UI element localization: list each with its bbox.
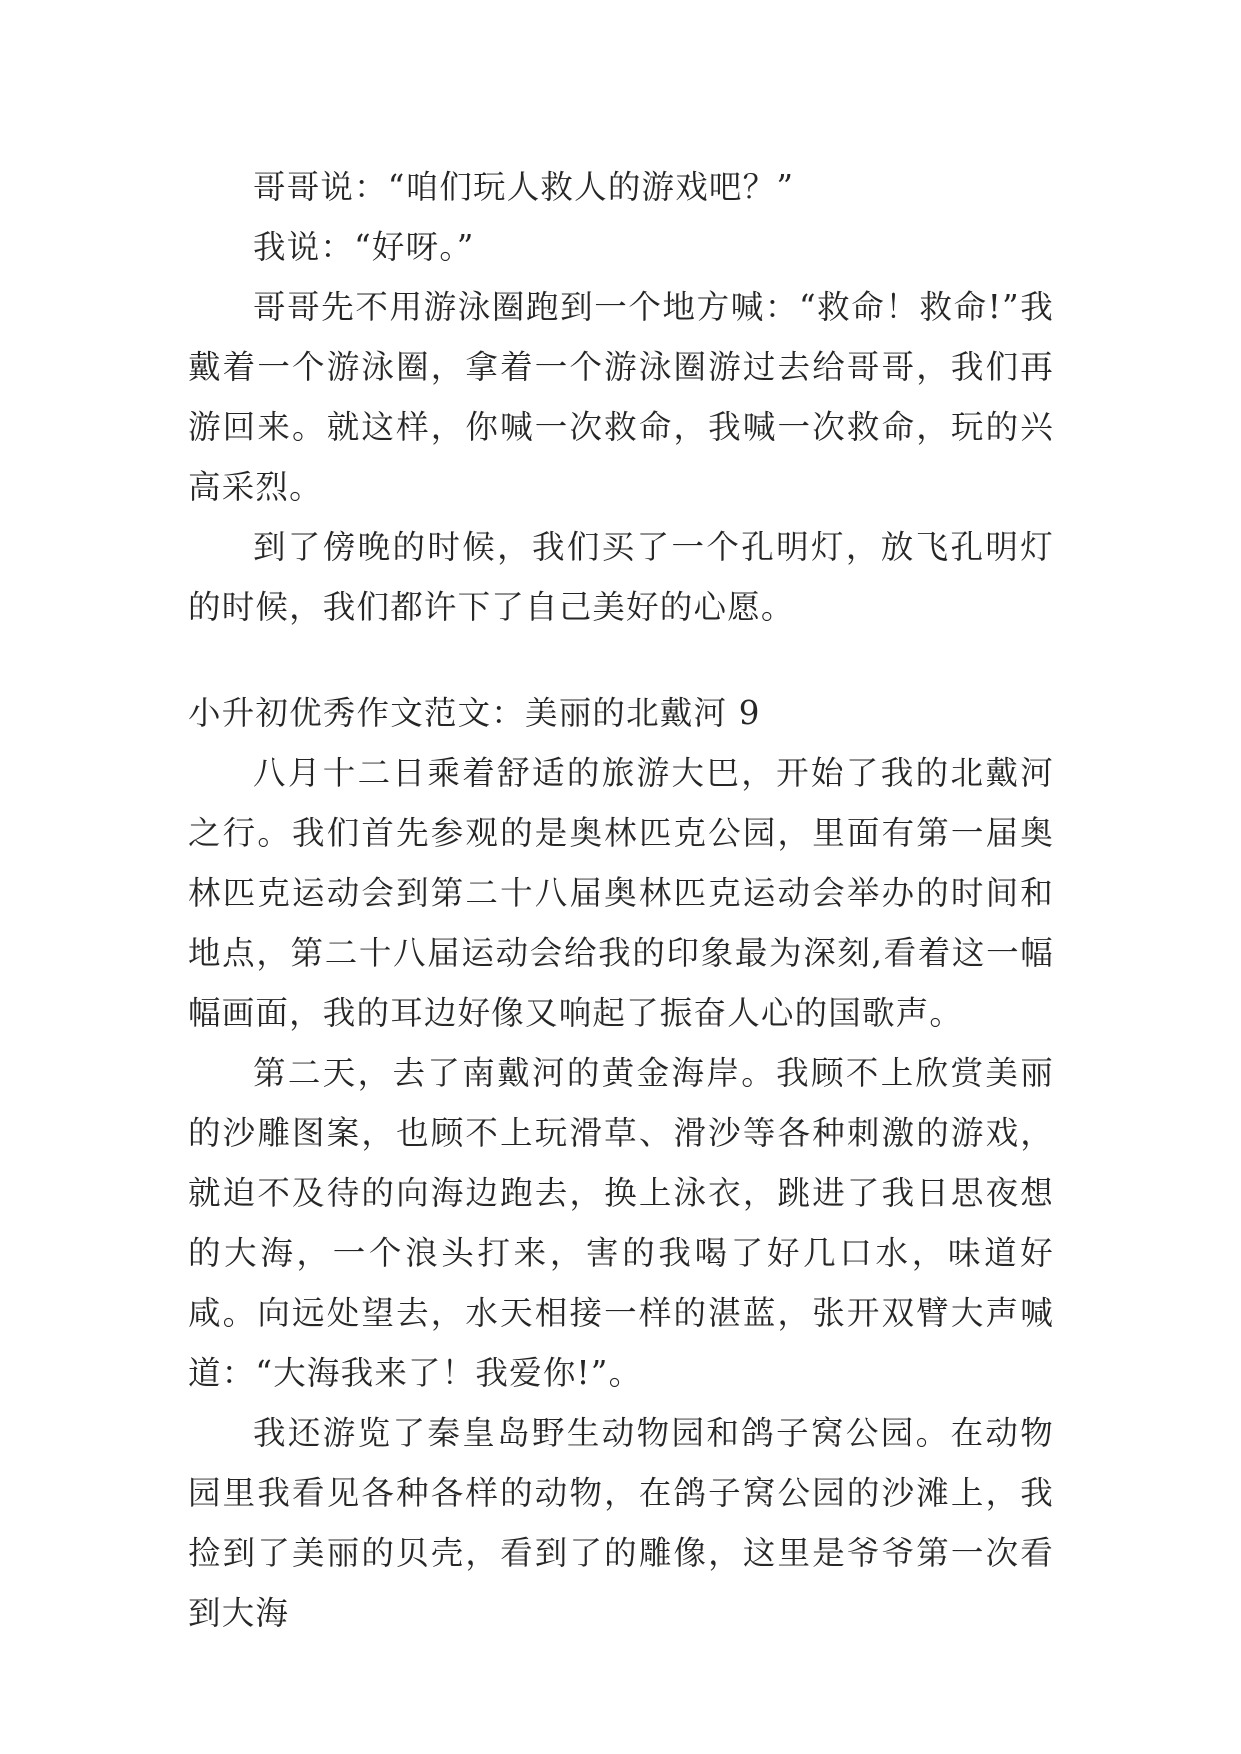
paragraph: 八月十二日乘着舒适的旅游大巴，开始了我的北戴河之行。我们首先参观的是奥林匹克公园，里面有第一届奥林匹克运动会到第二十八届奥林匹克运动会举办的时间和地点，第二十八届运动会给我的印象最为深刻,看着这一幅幅画面，我的耳边好像又响起了振奋人心的国歌声。 — [188, 754, 1054, 1032]
previous-article-body — [188, 157, 1054, 637]
paragraph: 到了傍晚的时候，我们买了一个孔明灯，放飞孔明灯的时候，我们都许下了自己美好的心愿。 — [188, 528, 1054, 626]
article-title: 小升初优秀作文范文：美丽的北戴河 9 — [188, 694, 761, 732]
paragraph: 第二天，去了南戴河的黄金海岸。我顾不上欣赏美丽的沙雕图案，也顾不上玩滑草、滑沙等各种刺激的游戏，就迫不及待的向海边跑去，换上泳衣，跳进了我日思夜想的大海，一个浪头打来，害的我喝了好几口水，味道好咸。向远处望去，水天相接一样的湛蓝，张开双臂大声喊道：“大海我来了！我爱你!”。 — [188, 1054, 1054, 1392]
article — [188, 683, 1054, 1643]
paragraph: 哥哥说：“咱们玩人救人的游戏吧？” — [253, 168, 795, 206]
paragraph: 哥哥先不用游泳圈跑到一个地方喊：“救命！救命!”我戴着一个游泳圈，拿着一个游泳圈游过去给哥哥，我们再游回来。就这样，你喊一次救命，我喊一次救命，玩的兴高采烈。 — [188, 288, 1054, 506]
paragraph: 我还游览了秦皇岛野生动物园和鸽子窝公园。在动物园里我看见各种各样的动物，在鸽子窝公园的沙滩上，我捡到了美丽的贝壳，看到了的雕像，这里是爷爷第一次看到大海 — [188, 1414, 1054, 1632]
paragraph: 我说：“好呀。” — [253, 228, 475, 266]
